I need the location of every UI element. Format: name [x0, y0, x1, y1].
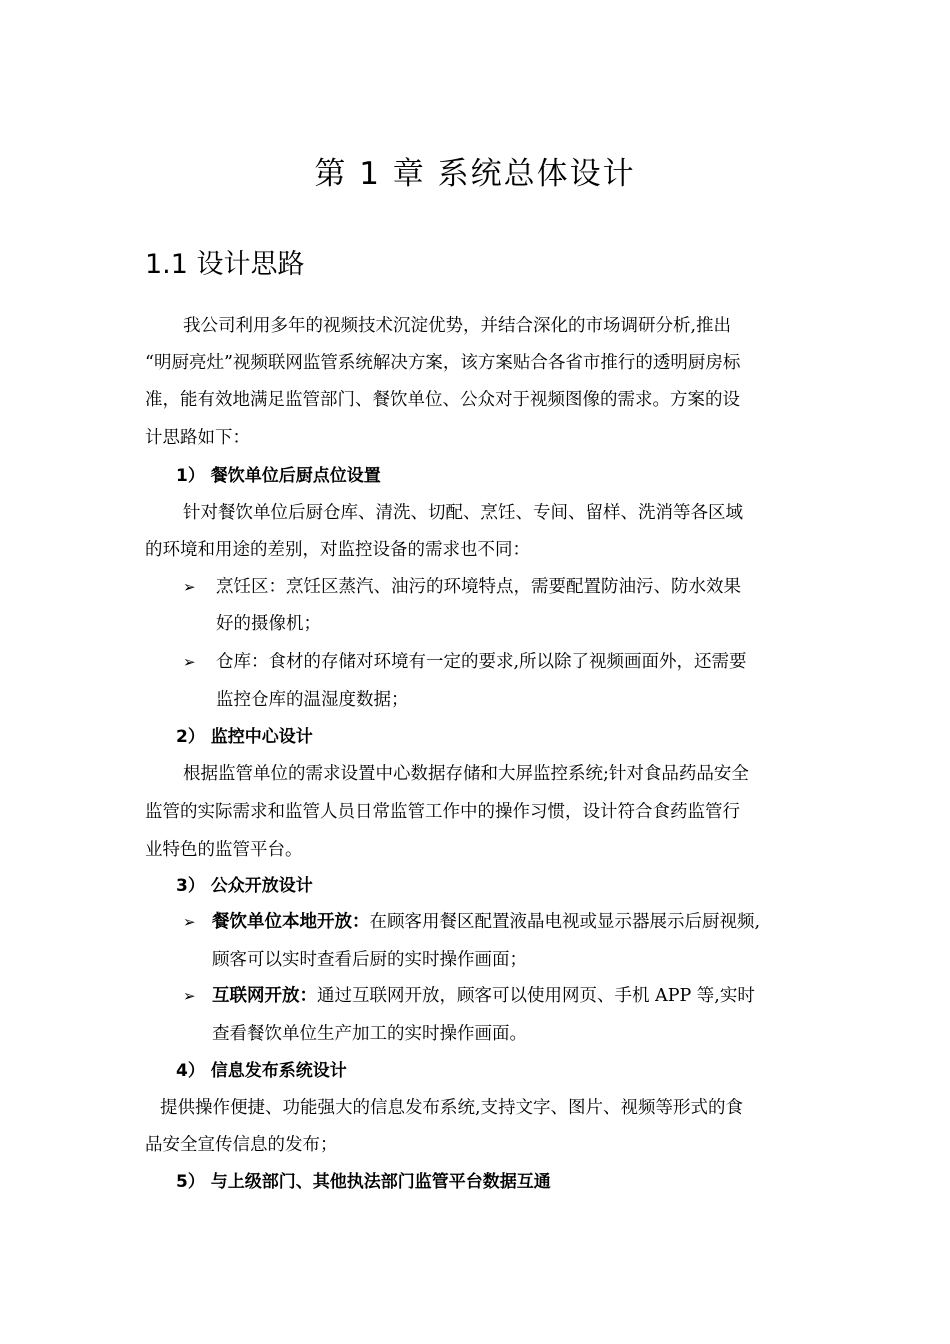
item-text-line: 品安全宣传信息的发布； [145, 1135, 338, 1155]
bullet-line: 烹饪区：烹饪区蒸汽、油污的环境特点，需要配置防油污、防水效果 [216, 577, 741, 597]
bullet-line: 顾客可以实时查看后厨的实时操作画面； [212, 950, 527, 970]
bullet-arrow-icon: ➢ [183, 987, 196, 1005]
bullet-text: 通过互联网开放，顾客可以使用网页、手机 APP 等,实时 [317, 986, 755, 1006]
bullet-arrow-icon: ➢ [183, 578, 196, 596]
intro-line: “明厨亮灶”视频联网监管系统解决方案，该方案贴合各省市推行的透明厨房标 [145, 353, 741, 373]
item-text-line: 监管的实际需求和监管人员日常监管工作中的操作习惯，设计符合食药监管行 [145, 802, 740, 822]
bullet-line [212, 984, 755, 1008]
bullet-line: 监控仓库的温湿度数据； [216, 690, 409, 710]
bullet-arrow-icon: ➢ [183, 913, 196, 931]
item-text-line: 的环境和用途的差别，对监控设备的需求也不同： [145, 540, 530, 560]
item-heading: 5） 与上级部门、其他执法部门监管平台数据互通 [176, 1172, 551, 1192]
item-text-line: 根据监管单位的需求设置中心数据存储和大屏监控系统;针对食品药品安全 [183, 764, 749, 784]
bullet-bold-label: 互联网开放： [212, 986, 317, 1006]
bullet-bold-label: 餐饮单位本地开放： [212, 912, 370, 932]
bullet-line [212, 910, 760, 934]
intro-line: 计思路如下： [145, 428, 250, 448]
item-heading: 1） 餐饮单位后厨点位设置 [176, 466, 381, 486]
bullet-arrow-icon: ➢ [183, 653, 196, 671]
item-heading: 3） 公众开放设计 [176, 876, 313, 896]
chapter-title: 第 1 章 系统总体设计 [314, 156, 636, 192]
item-heading: 4） 信息发布系统设计 [176, 1061, 347, 1081]
section-title: 1.1 设计思路 [145, 249, 305, 280]
item-heading: 2） 监控中心设计 [176, 727, 313, 747]
intro-line: 我公司利用多年的视频技术沉淀优势，并结合深化的市场调研分析,推出 [183, 316, 732, 336]
bullet-line: 好的摄像机； [216, 614, 321, 634]
bullet-text: 在顾客用餐区配置液晶电视或显示器展示后厨视频, [369, 912, 761, 932]
item-text-line: 针对餐饮单位后厨仓库、清洗、切配、烹饪、专间、留样、洗消等各区域 [183, 503, 743, 523]
item-text-line: 提供操作便捷、功能强大的信息发布系统,支持文字、图片、视频等形式的食 [160, 1098, 744, 1118]
bullet-line: 查看餐饮单位生产加工的实时操作画面。 [212, 1024, 527, 1044]
item-text-line: 业特色的监管平台。 [145, 840, 303, 860]
intro-line: 准，能有效地满足监管部门、餐饮单位、公众对于视频图像的需求。方案的设 [145, 390, 740, 410]
bullet-line: 仓库：食材的存储对环境有一定的要求,所以除了视频画面外，还需要 [216, 652, 747, 672]
